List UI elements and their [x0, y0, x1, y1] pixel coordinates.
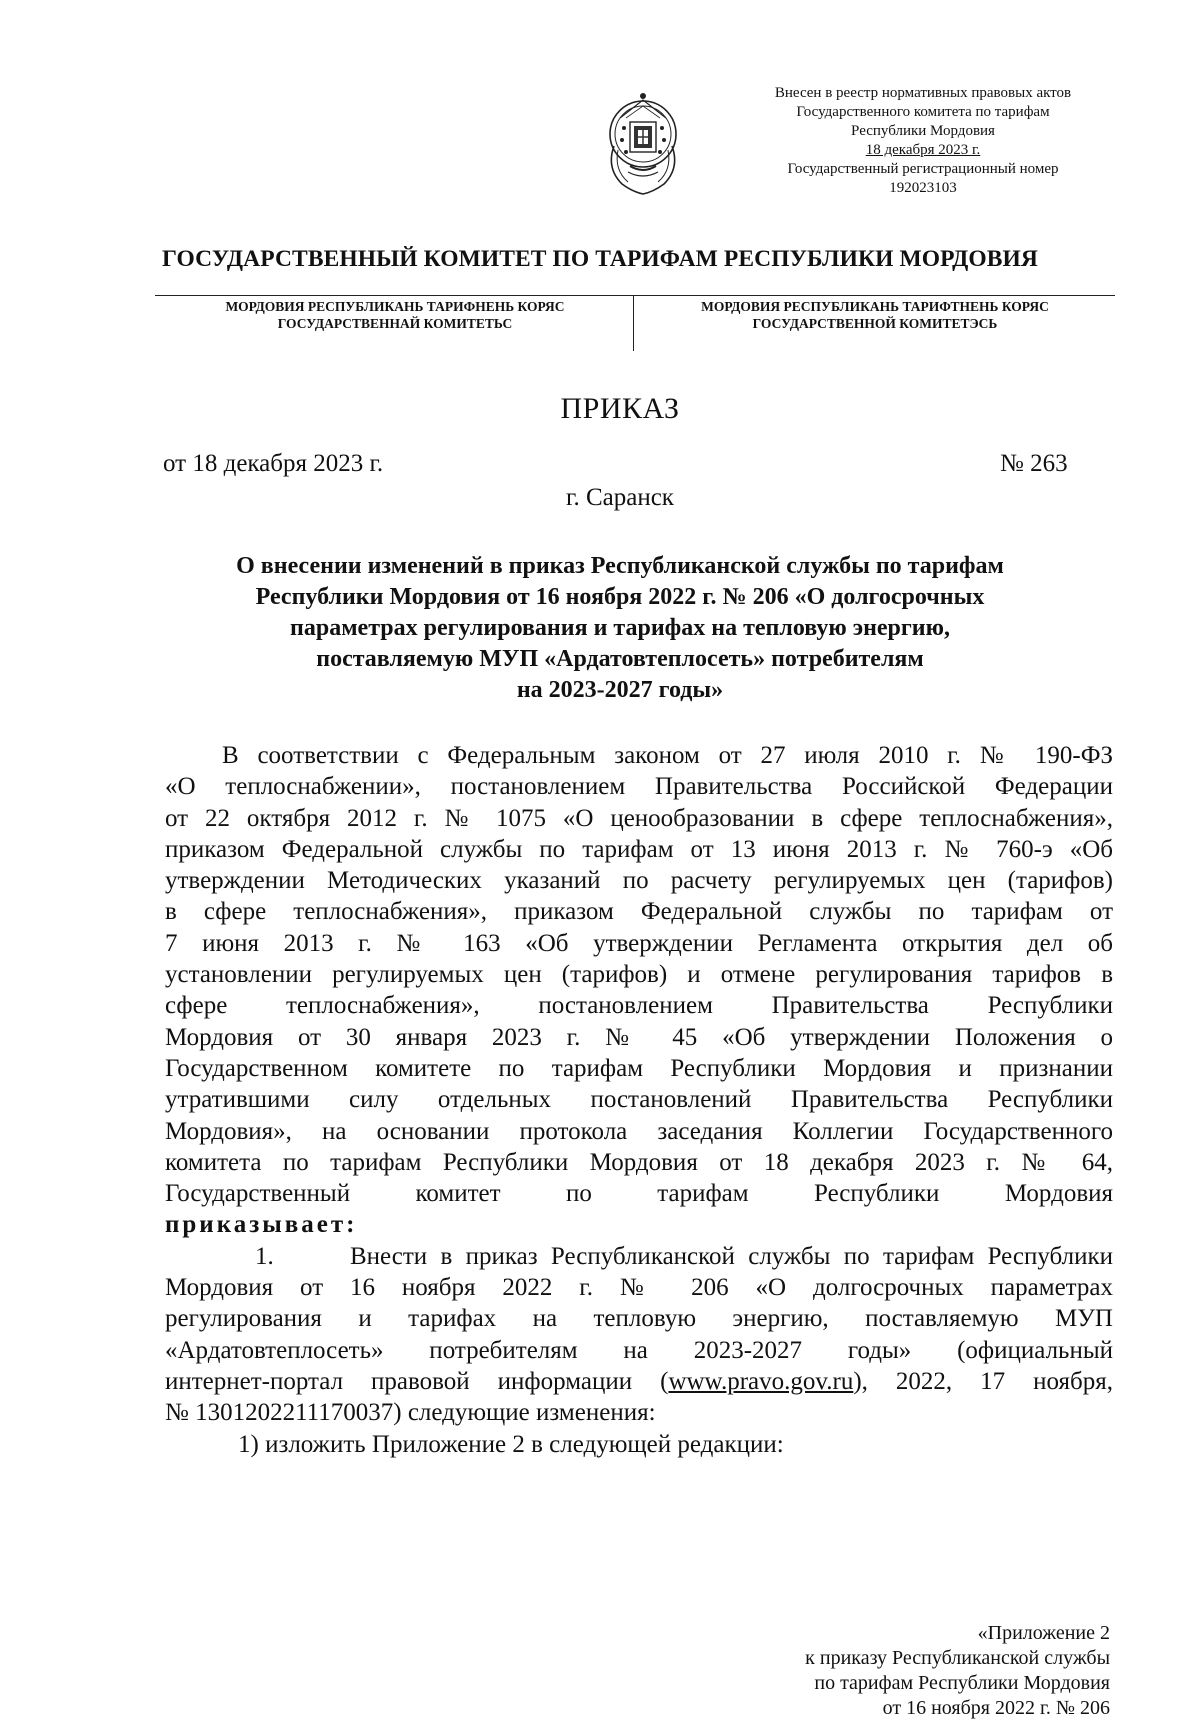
preamble-line: утверждении Методических указаний по расчету регулируемых цен (тарифов) [165, 867, 1113, 895]
subject-line: О внесении изменений в приказ Республиканской службы по тарифам [236, 553, 1004, 579]
registry-line-1: Внесен в реестр нормативных правовых актов [774, 85, 1072, 101]
erzya-line-1: МОРДОВИЯ РЕСПУБЛИКАНЬ ТАРИФТНЕНЬ КОРЯС [701, 299, 1049, 314]
item-1-portal-line [165, 1366, 1113, 1397]
registry-stamp [728, 84, 1118, 198]
registry-line-2: Государственного комитета по тарифам [796, 104, 1050, 120]
subitem-1: 1) изложить Приложение 2 в следующей редакции: [238, 1430, 784, 1458]
registry-number: 192023103 [889, 180, 957, 196]
registry-line-3: Республики Мордовия [851, 123, 995, 139]
subject-line: на 2023-2027 годы» [516, 677, 724, 703]
preamble-line: сфере теплоснабжения», постановлением Правительства Республики [165, 992, 1113, 1020]
moksha-committee-name [160, 298, 630, 332]
subject-line: параметрах регулирования и тарифах на тепловую энергию, [290, 615, 950, 641]
order-subject [150, 551, 1090, 706]
registry-line-5: Государственный регистрационный номер [787, 161, 1059, 177]
header-vertical-divider [633, 295, 634, 351]
subject-line: Республики Мордовия от 16 ноября 2022 г. № 206 «О долгосрочных [255, 584, 985, 610]
erzya-committee-name [640, 298, 1110, 332]
item-1-first-line [165, 1241, 1113, 1272]
preamble-line: установлении регулируемых цен (тарифов) и отмене регулирования тарифов в [165, 961, 1113, 989]
order-number: № 263 [1000, 450, 1068, 477]
item-1-line: регулирования и тарифах на тепловую энергию, поставляемую МУП [165, 1305, 1113, 1333]
item-1-last-line: № 1301202211170037) следующие изменения: [165, 1399, 656, 1427]
order-title: ПРИКАЗ [560, 392, 680, 425]
preamble-line: утратившими силу отдельных постановлений Правительства Республики [165, 1086, 1113, 1114]
preamble-line: Мордовия от 30 января 2023 г. № 45 «Об утверждении Положения о [165, 1023, 1113, 1051]
registry-date: 18 декабря 2023 г. [865, 142, 981, 158]
pravo-gov-link[interactable]: www.pravo.gov.ru [668, 1367, 854, 1395]
preamble-line: Государственном комитете по тарифам Республики Мордовия и признании [165, 1054, 1113, 1082]
appendix-line-4: от 16 ноября 2022 г. № 206 [882, 1697, 1110, 1719]
order-body [165, 740, 1113, 1460]
preamble-line: в сфере теплоснабжения», приказом Федеральной службы по тарифам от [165, 898, 1113, 926]
appendix-line-3: по тарифам Республики Мордовия [814, 1672, 1110, 1694]
appendix-line-2: к приказу Республиканской службы [805, 1647, 1110, 1669]
item-1-text: Внести в приказ Республиканской службы по тарифам Республики [350, 1242, 1113, 1270]
coat-of-arms-emblem [600, 88, 686, 198]
appendix-line-1: «Приложение 2 [977, 1622, 1110, 1644]
item-1-line: Мордовия от 16 ноября 2022 г. № 206 «О долгосрочных параметрах [165, 1274, 1113, 1302]
order-date: от 18 декабря 2023 г. [163, 450, 384, 477]
orders-word: приказывает: [165, 1211, 358, 1239]
preamble-line: 7 июня 2013 г. № 163 «Об утверждении Регламента открытия дел об [165, 929, 1113, 957]
appendix-header [700, 1621, 1110, 1721]
subject-line: поставляемую МУП «Ардатовтеплосеть» потребителям [316, 646, 924, 672]
item-1-number: 1. [255, 1242, 274, 1270]
coat-of-arms-icon [600, 88, 686, 198]
header-divider [155, 295, 1115, 296]
order-city: г. Саранск [566, 484, 674, 511]
item-1-line: «Ардатовтеплосеть» потребителям на 2023-2027 годы» (официальный [165, 1336, 1113, 1364]
committee-title: ГОСУДАРСТВЕННЫЙ КОМИТЕТ ПО ТАРИФАМ РЕСПУБЛИКИ МОРДОВИЯ [162, 246, 1038, 272]
preamble-line: Мордовия», на основании протокола заседания Коллегии Государственного [165, 1117, 1113, 1145]
preamble-line: приказом Федеральной службы по тарифам от 13 июня 2013 г. № 760-э «Об [165, 835, 1113, 863]
moksha-line-2: ГОСУДАРСТВЕННАЙ КОМИТЕТЬС [277, 316, 513, 331]
preamble-line: комитета по тарифам Республики Мордовия от 18 декабря 2023 г. № 64, [165, 1148, 1113, 1176]
preamble-line: Государственный комитет по тарифам Республики Мордовия [165, 1180, 1113, 1208]
preamble-line: от 22 октября 2012 г. № 1075 «О ценообразовании в сфере теплоснабжения», [165, 804, 1113, 832]
preamble-line: В соответствии с Федеральным законом от 27 июля 2010 г. № 190-ФЗ [222, 742, 1113, 769]
preamble-line: «О теплоснабжении», постановлением Правительства Российской Федерации [165, 773, 1113, 801]
portal-suffix: ), 2022, 17 ноября, [853, 1367, 1114, 1395]
moksha-line-1: МОРДОВИЯ РЕСПУБЛИКАНЬ ТАРИФНЕНЬ КОРЯС [225, 299, 565, 314]
portal-prefix: интернет-портал правовой информации ( [165, 1367, 669, 1395]
erzya-line-2: ГОСУДАРСТВЕННОЙ КОМИТЕТЭСЬ [752, 316, 998, 331]
